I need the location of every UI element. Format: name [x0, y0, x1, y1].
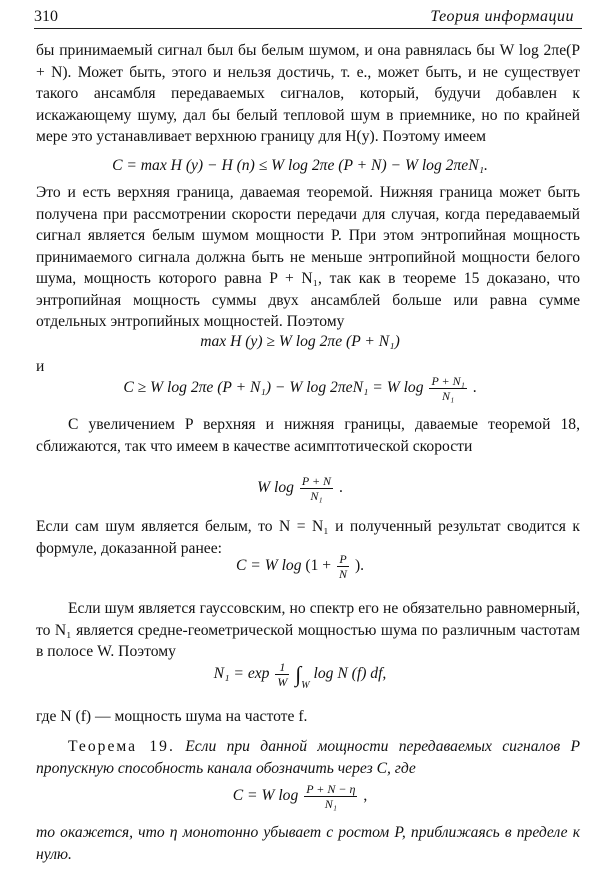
- formula-geometric-mean-left: N₁ = exp: [213, 665, 270, 683]
- fraction-p-plus-n1-over-n1: [429, 374, 466, 403]
- fraction-denominator: N₁: [442, 389, 455, 403]
- fraction-denominator: W: [277, 675, 288, 689]
- fraction-numerator: P: [337, 552, 349, 567]
- paragraph-1: бы принимаемый сигнал был бы белым шумом, и она равнялась бы W log 2πe(P + N). Может быть, этого и нельзя достичь, т. е., может быть, и не существует такого ансамбля передаваемых сигналов, который, будучи добавлен к искажающему шуму, дал бы белый тепловой шум в приемнике, но по крайней мере это устанавливает верхнюю границу для H(y). Поэтому имеем: [36, 42, 580, 145]
- formula-max-entropy: max H (y) ≥ W log 2πe (P + N₁): [200, 333, 400, 350]
- formula-white-noise-left: C = W log: [235, 557, 302, 575]
- fraction-p-plus-n-minus-eta-over-n1: [304, 782, 357, 811]
- fraction-1-over-w: [275, 660, 289, 689]
- formula-comma: ,: [363, 787, 368, 805]
- formula-period: .: [472, 379, 477, 397]
- paragraph-6: где N (f) — мощность шума на частоте f.: [36, 708, 308, 725]
- fraction-denominator: N: [339, 567, 348, 581]
- theorem-label: Теорема 19.: [68, 738, 175, 755]
- page-number: 310: [34, 8, 58, 25]
- paragraph-2: Это и есть верхняя граница, даваемая теоремой. Нижняя граница может быть получена при рассмотрении скорости передачи для случая, когда передаваемый сигнал является белым шумом мощности P. При этом энтропийная мощность принимаемого сигнала должна быть не меньше энтропийной мощности белого шума, мощность которого равна P + N₁, так как в теореме 15 доказано, что энтропийная мощность суммы двух ансамблей больше или равна сумме отдельных энтропийных мощностей. Поэтому: [36, 184, 580, 330]
- running-header: [34, 6, 582, 29]
- running-title: Теория информации: [430, 8, 574, 25]
- formula-asymptotic: [0, 474, 600, 503]
- formula-lower-bound: [0, 374, 600, 403]
- formula-capacity-eta: [0, 782, 600, 811]
- theorem-19: [36, 736, 580, 779]
- formula-lower-bound-left: C ≥ W log 2πe (P + N₁) − W log 2πeN₁ = W log: [123, 379, 424, 397]
- fraction-numerator: P + N₁: [431, 374, 465, 388]
- paragraph-3: С увеличением P верхняя и нижняя границы, даваемые теоремой 18, сближаются, так что имеем в качестве асимптотической скорости: [36, 416, 580, 455]
- fraction-p-over-n: [337, 552, 349, 581]
- theorem-conclusion: то окажется, что η монотонно убывает с ростом P, приближаясь в пределе к нулю.: [36, 824, 580, 863]
- paragraph-4: Если сам шум является белым, то N = N₁ и полученный результат сводится к формуле, доказанной ранее:: [36, 518, 580, 557]
- integral-sign: ∫: [295, 661, 302, 687]
- fraction-p-plus-n-over-n1: [300, 474, 333, 503]
- theorem-text: Если при данной мощности передаваемых сигналов P пропускную способность канала обозначить через C, где: [36, 738, 580, 777]
- formula-upper-bound: C = max H (y) − H (n) ≤ W log 2πe (P + N) − W log 2πeN₁.: [112, 157, 488, 174]
- formula-capacity-eta-left: C = W log: [232, 787, 299, 805]
- paren-open: (1 +: [305, 557, 332, 575]
- formula-geometric-mean: [0, 660, 600, 691]
- fraction-numerator: P + N − η: [306, 782, 356, 796]
- paragraph-and: и: [36, 358, 45, 375]
- fraction-numerator: 1: [275, 660, 289, 675]
- paragraph-5: Если шум является гауссовским, но спектр его не обязательно равномерный, то N₁ является средне-геометрической мощностью шума по различным частотам в полосе W. Поэтому: [36, 600, 580, 660]
- formula-white-noise: [0, 552, 600, 581]
- formula-asymptotic-left: W log: [257, 479, 294, 497]
- fraction-numerator: P + N: [301, 474, 332, 488]
- integral-subscript: W: [301, 680, 310, 692]
- fraction-denominator: N₁: [310, 489, 323, 503]
- paren-close: ).: [354, 557, 365, 575]
- formula-period: .: [338, 479, 343, 497]
- formula-geometric-mean-right: log N (f) df,: [313, 665, 387, 683]
- fraction-denominator: N₁: [324, 797, 337, 811]
